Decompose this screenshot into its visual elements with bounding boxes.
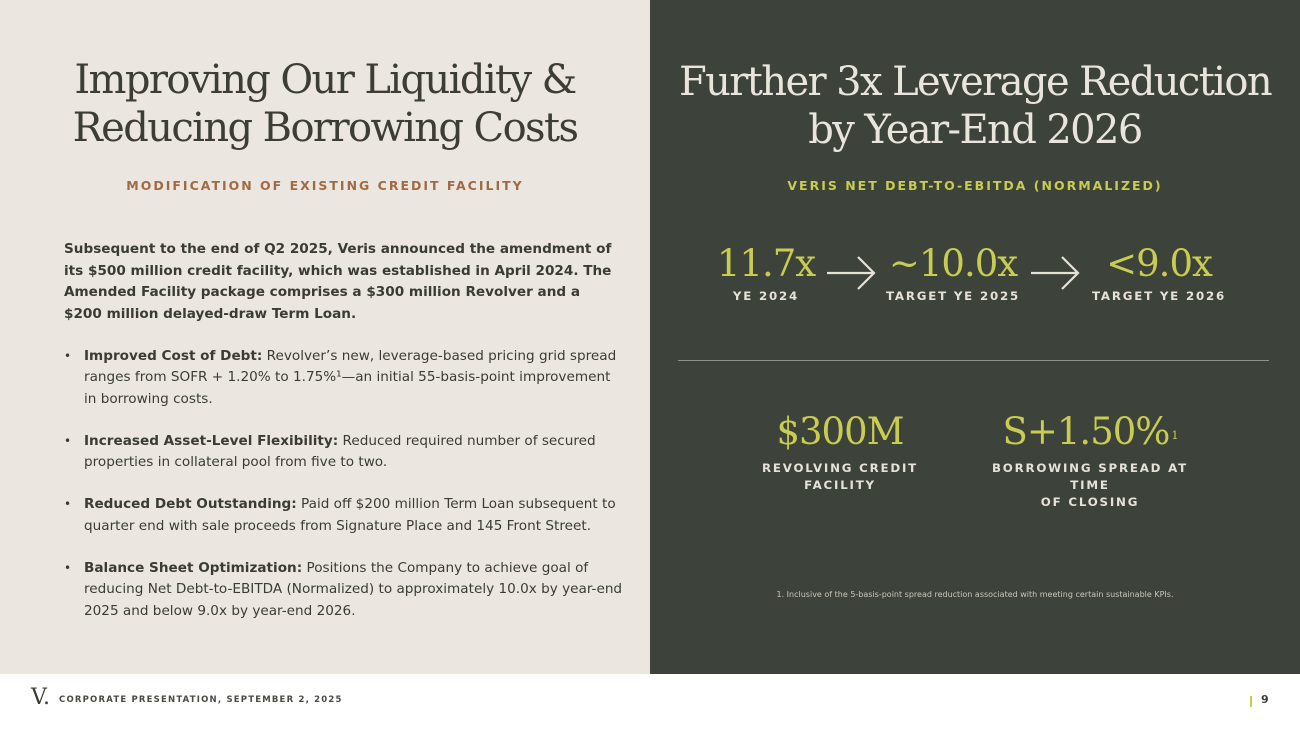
- veris-logo: V.: [31, 685, 51, 710]
- revolving-credit-metric: [740, 410, 940, 494]
- spread-label: [970, 460, 1210, 511]
- bullet-text: Reduced required number of secured properties in collateral pool from five to two.: [84, 432, 596, 471]
- bullet-text: Revolver’s new, leverage-based pricing grid spread ranges from SOFR + 1.20% to 1.75%¹—an initial 55-basis-point improvement in borrowing costs.: [84, 348, 617, 407]
- bullet-heading: Balance Sheet Optimization:: [84, 560, 303, 577]
- right-arrow-icon: [1028, 253, 1082, 293]
- right-subtitle: VERIS NET DEBT-TO-EBITDA (NORMALIZED): [787, 178, 1163, 193]
- bullet-text: Paid off $200 million Term Loan subsequent to quarter end with sale proceeds from Signature Place and 145 Front Street.: [84, 496, 616, 534]
- facility-label-line-2: FACILITY: [804, 478, 876, 492]
- bullet-list: [64, 346, 624, 643]
- left-title: [0, 56, 650, 152]
- page-separator: [1250, 696, 1252, 707]
- right-title-line-1: Further 3x Leverage Reduction: [678, 59, 1272, 105]
- spread-footnote-marker: 1: [1171, 429, 1178, 442]
- right-arrow-icon: [824, 253, 878, 293]
- spread-label-line-1: BORROWING SPREAD AT TIME: [991, 461, 1189, 492]
- bullet-heading: Increased Asset-Level Flexibility:: [84, 432, 339, 449]
- left-subtitle: MODIFICATION OF EXISTING CREDIT FACILITY: [126, 178, 524, 193]
- right-title-line-2: by Year-End 2026: [808, 107, 1142, 153]
- bullet-item: [64, 494, 624, 537]
- spread-label-line-2: OF CLOSING: [1040, 495, 1140, 509]
- bullet-heading: Improved Cost of Debt:: [84, 348, 263, 364]
- bullet-item: [64, 558, 624, 622]
- bullet-item: [64, 431, 624, 474]
- bullet-heading: Reduced Debt Outstanding:: [84, 496, 297, 513]
- bullet-dot-icon: •: [64, 349, 72, 363]
- leverage-label: YE 2024: [732, 289, 800, 303]
- footer-presentation-label: CORPORATE PRESENTATION, SEPTEMBER 2, 2025: [59, 695, 343, 705]
- facility-label: [740, 460, 940, 494]
- intro-paragraph: Subsequent to the end of Q2 2025, Veris announced the amendment of its $500 million credit facility, which was established in April 2024. The Amended Facility package comprises a $300 million Revolver and a $200 million delayed-draw Term Loan.: [64, 241, 612, 322]
- bullet-dot-icon: •: [64, 561, 72, 576]
- leverage-value: <9.0x: [1106, 242, 1212, 285]
- bullet-dot-icon: •: [64, 497, 72, 512]
- leverage-target-2025: [872, 242, 1034, 305]
- leverage-label: TARGET YE 2026: [1092, 289, 1226, 303]
- footnote: 1. Inclusive of the 5-basis-point spread reduction associated with meeting certain sustainable KPIs.: [776, 590, 1174, 599]
- left-title-line-1: Improving Our Liquidity &: [74, 57, 576, 103]
- section-divider: [678, 360, 1269, 361]
- right-title: [650, 58, 1300, 154]
- facility-value: $300M: [776, 410, 904, 453]
- spread-value: [970, 410, 1210, 454]
- leverage-target-2026: [1082, 242, 1236, 305]
- leverage-ye2024: [706, 242, 826, 305]
- bullet-dot-icon: •: [64, 433, 72, 448]
- bullet-item: [64, 346, 624, 410]
- leverage-value: 11.7x: [716, 242, 816, 285]
- leverage-value: ~10.0x: [888, 242, 1018, 285]
- bullet-text: Positions the Company to achieve goal of reducing Net Debt-to-EBITDA (Normalized) to approximately 10.0x by year-end 2025 and below 9.0x by year-end 2026.: [84, 560, 623, 619]
- leverage-label: TARGET YE 2025: [886, 289, 1020, 303]
- left-title-line-2: Reducing Borrowing Costs: [72, 105, 578, 151]
- borrowing-spread-metric: [970, 410, 1210, 511]
- page-number: 9: [1261, 693, 1269, 706]
- spread-value-text: S+1.50%: [1002, 410, 1170, 453]
- facility-label-line-1: REVOLVING CREDIT: [762, 461, 918, 475]
